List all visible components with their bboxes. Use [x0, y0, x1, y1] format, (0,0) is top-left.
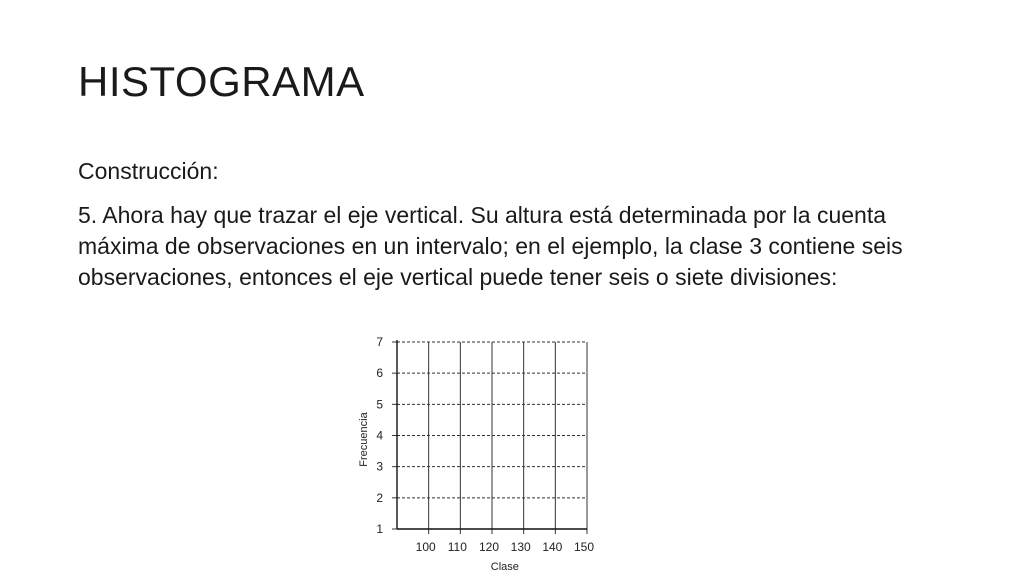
histogram-grid-svg: [352, 332, 608, 576]
slide-title: HISTOGRAMA: [78, 58, 365, 105]
x-tick-label: 130: [510, 540, 531, 554]
y-axis-label: Frecuencia: [358, 412, 370, 467]
y-tick-labels: [376, 335, 383, 536]
x-axis-label: Clase: [490, 561, 519, 573]
x-tick-label: 150: [573, 540, 595, 554]
x-tick-label: 110: [447, 540, 467, 554]
axes: [392, 340, 587, 534]
y-tick-label: 6: [376, 366, 383, 381]
x-tick-label: 140: [542, 540, 563, 554]
y-tick-label: 5: [376, 397, 383, 412]
x-tick-label: 120: [478, 540, 500, 554]
grid-lines: [397, 342, 587, 529]
y-tick-label: 3: [376, 459, 383, 474]
y-tick-label: 1: [376, 522, 383, 536]
histogram-chart: [352, 332, 608, 576]
y-tick-label: 4: [376, 428, 383, 443]
body-paragraph: 5. Ahora hay que trazar el eje vertical. Su altura está determinada por la cuenta máxima de observaciones en un intervalo; en el ejemplo, la clase 3 contiene seis observaciones, entonces el eje vertical puede tener seis o siete divisiones:: [78, 202, 903, 290]
x-tick-label: 100: [415, 540, 436, 554]
x-tick-labels: [416, 540, 595, 554]
y-tick-label: 7: [376, 335, 383, 349]
y-tick-label: 2: [376, 490, 383, 505]
section-subtitle: Construcción:: [78, 158, 219, 184]
